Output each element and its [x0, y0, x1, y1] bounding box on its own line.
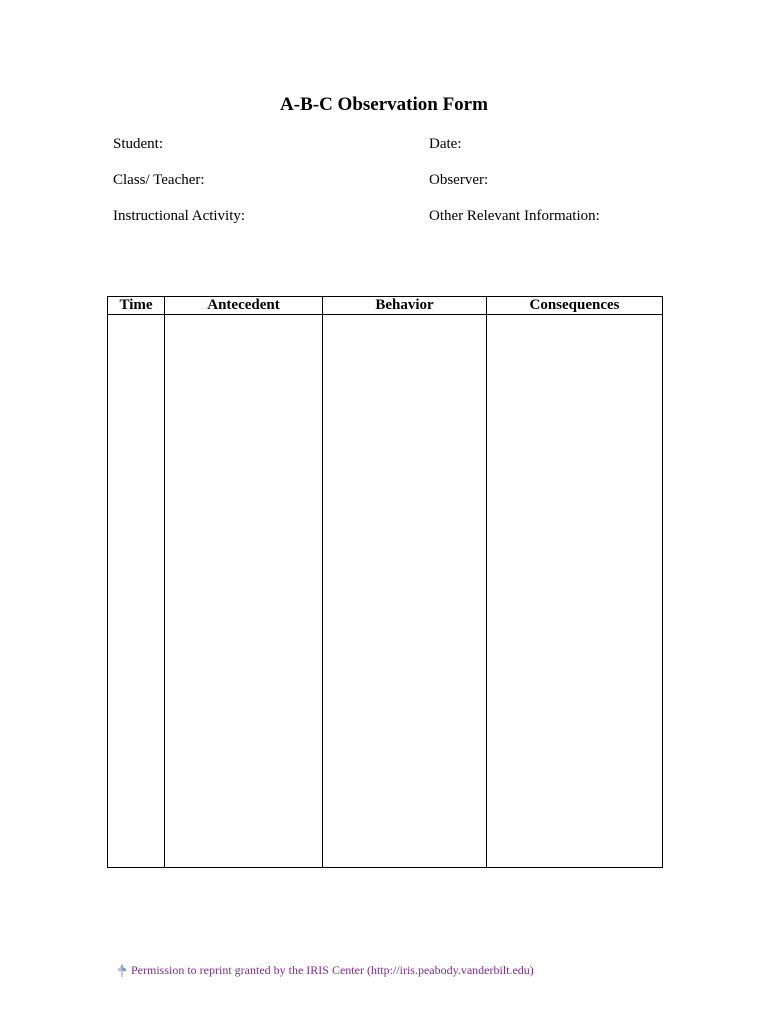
iris-flower-icon — [116, 962, 128, 978]
table-row — [108, 315, 663, 868]
time-cell[interactable] — [108, 315, 165, 868]
behavior-cell[interactable] — [323, 315, 487, 868]
antecedent-cell[interactable] — [165, 315, 323, 868]
antecedent-column-header: Antecedent — [165, 297, 323, 315]
observer-label: Observer: — [429, 172, 489, 188]
instructional-activity-label: Instructional Activity: — [113, 208, 246, 224]
table-header-row — [108, 297, 663, 315]
consequences-column-header: Consequences — [487, 297, 663, 315]
form-title: A-B-C Observation Form — [280, 94, 488, 115]
footer-permission-text: Permission to reprint granted by the IRIS Center (http://iris.peabody.vanderbilt.edu) — [131, 963, 534, 977]
time-column-header: Time — [108, 297, 165, 315]
abc-observation-table — [107, 296, 663, 868]
footer-permission — [116, 962, 534, 978]
date-label: Date: — [429, 136, 462, 152]
behavior-column-header: Behavior — [323, 297, 487, 315]
consequences-cell[interactable] — [487, 315, 663, 868]
other-relevant-information-label: Other Relevant Information: — [429, 208, 600, 224]
class-teacher-label: Class/ Teacher: — [113, 172, 205, 188]
student-label: Student: — [113, 136, 164, 152]
